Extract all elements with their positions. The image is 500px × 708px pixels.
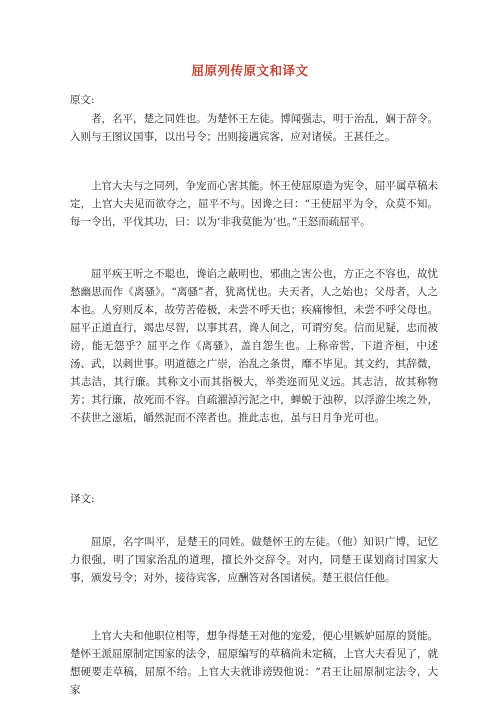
translation-text-label: 译文: (70, 493, 95, 505)
original-paragraph-2: 上官大夫与之同列，争宠而心害其能。怀王使屈原造为宪令，屈平属草稿未定，上官大夫见而欲夺之，屈平不与。因谗之曰：“王使屈平为令，众莫不知。每一令出，平伐其功，曰：以为‘非我莫能为’也。”王怒而疏屈平。 (70, 180, 438, 228)
translation-paragraph-2: 上官大夫和他职位相等，想争得楚王对他的宠爱，便心里嫉妒屈原的贤能。楚怀王派屈原制定国家的法令，屈原编写的草稿尚未定稿，上官大夫看见了，就想硬要走草稿，屈原不给。上官大夫就诽谤毁他说：“君王让屈原制定法令，大家 (70, 630, 438, 696)
original-paragraph-3: 屈平疾王听之不聪也，谗谄之蔽明也，邪曲之害公也，方正之不容也，故忧愁幽思而作《离骚》。“离骚”者，犹离忧也。夫天者，人之始也；父母者，人之本也。人穷则反本，故劳苦倦极，未尝不呼天也；疾痛惨怛，未尝不呼父母也。屈平正道直行，竭忠尽智，以事其君，谗人间之，可谓穷矣。信而见疑，忠而被谤，能无怨乎？屈平之作《离骚》，盖自怨生也。上称帝喾，下道齐桓，中述汤、武，以刺世事。明道德之广崇，治乱之条贯，靡不毕见。其文约，其辞微，其志洁，其行廉。其称文小而其指极大，举类迩而见义远。其志洁，故其称物芳；其行廉，故死而不容。自疏濯淖污泥之中，蝉蜕于浊秽，以浮游尘埃之外，不获世之滋垢，皭然泥而不滓者也。推此志也，虽与日月争光可也。 (70, 268, 438, 424)
translation-paragraph-1: 屈原，名字叫平，是楚王的同姓。做楚怀王的左徒。（他）知识广博，记忆力很强，明了国家治乱的道理，擅长外交辞令。对内，同楚王谋划商讨国家大事，颁发号令；对外，接待宾客，应酬答对各国诸侯。楚王很信任他。 (70, 536, 438, 584)
original-text-label: 原文: (70, 94, 95, 106)
original-paragraph-1: 者，名平，楚之同姓也。为楚怀王左徒。博闻强志，明于治乱，娴于辞令。入则与王图议国事，以出号令；出则接遇宾客，应对诸侯。王甚任之。 (70, 113, 438, 143)
document-title: 屈原列传原文和译文 (191, 63, 309, 78)
